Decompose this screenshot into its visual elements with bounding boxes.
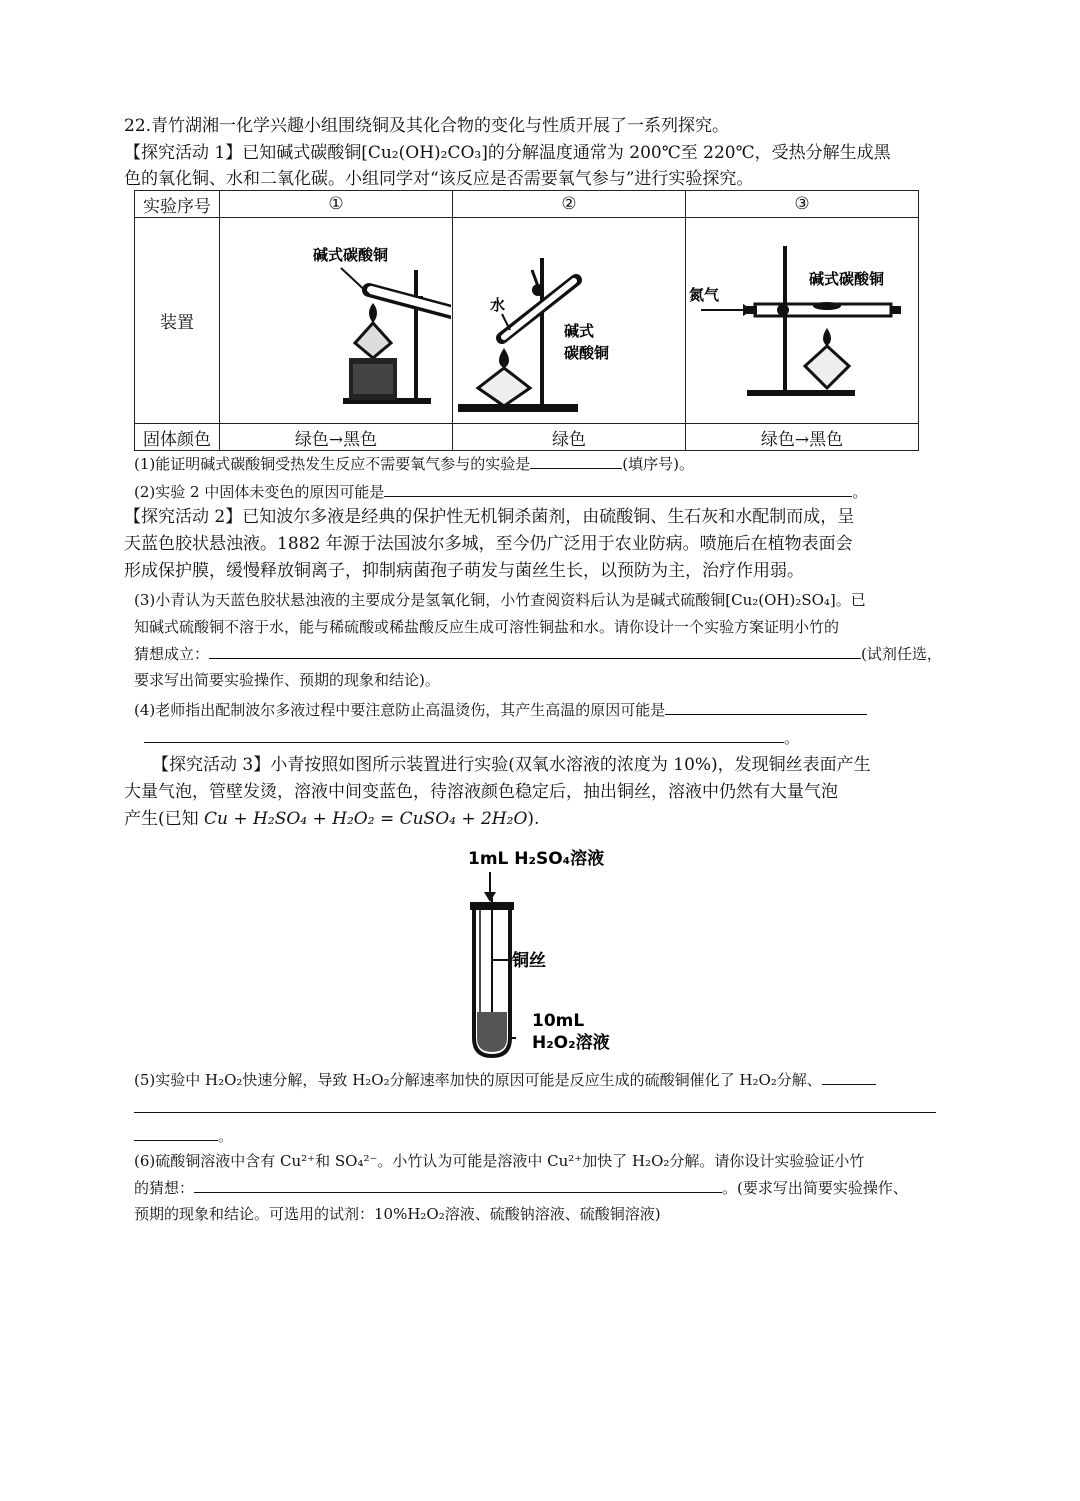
- fig3-label: 碱式碳酸铜: [809, 270, 885, 288]
- question-1: (1)能证明碱式碳酸铜受热发生反应不需要氧气参与的实验是 (填序号)。: [134, 452, 694, 476]
- activity3-line3: 产生(已知 Cu + H₂SO₄ + H₂O₂ = CuSO₄ + 2H₂O).: [124, 809, 540, 829]
- answer-blank-5c[interactable]: [134, 1124, 218, 1141]
- question-4: (4)老师指出配制波尔多液过程中要注意防止高温烫伤，其产生高温的原因可能是: [134, 698, 867, 722]
- question-4-cont: 。: [144, 726, 799, 750]
- fig2-label-a: 碱式: [564, 322, 595, 340]
- activity3-line2: 大量气泡，管壁发烫，溶液中间变蓝色，待溶液颜色稳定后，抽出铜丝，溶液中仍然有大量气泡: [124, 782, 838, 802]
- question-3-line4: 要求写出简要实验操作、预期的现象和结论)。: [134, 671, 440, 689]
- fig3-label-gas: 氮气: [689, 286, 720, 304]
- fig4-label-vol: 10mL: [532, 1011, 585, 1031]
- activity3-line1: 【探究活动 3】小青按照如图所示装置进行实验(双氧水溶液的浓度为 10%)，发现铜丝表面产生: [152, 755, 871, 775]
- question-5-cont: [134, 1096, 936, 1120]
- color-col2: 绿色: [453, 424, 686, 451]
- activity2-line3: 形成保护膜，缓慢释放铜离子，抑制病菌孢子萌发与菌丝生长，以预防为主，治疗作用弱。: [124, 561, 804, 581]
- answer-blank-6[interactable]: [194, 1176, 722, 1193]
- test-tube-figure: [460, 842, 630, 1068]
- answer-blank-3[interactable]: [209, 642, 861, 659]
- apparatus-3-figure: [687, 218, 917, 418]
- question-5-end: 。: [134, 1124, 233, 1148]
- fig4-label-sol: H₂O₂溶液: [532, 1033, 610, 1053]
- question-6-line1: (6)硫酸铜溶液中含有 Cu²⁺和 SO₄²⁻。小竹认为可能是溶液中 Cu²⁺加快了 H₂O₂分解。请你设计实验验证小竹: [134, 1152, 865, 1170]
- apparatus-1-figure: [221, 218, 451, 418]
- header-col1: ①: [220, 191, 453, 218]
- answer-blank-1[interactable]: [530, 452, 622, 469]
- activity1-line2: 色的氧化铜、水和二氧化碳。小组同学对“该反应是否需要氧气参与”进行实验探究。: [124, 169, 754, 189]
- answer-blank-2[interactable]: [384, 480, 852, 497]
- header-label: 实验序号: [135, 191, 220, 218]
- device-cell-2: [453, 218, 686, 424]
- question-3-line3: 猜想成立： (试剂任选，: [134, 642, 942, 666]
- answer-blank-4b[interactable]: [144, 726, 784, 743]
- activity2-line1: 【探究活动 2】已知波尔多液是经典的保护性无机铜杀菌剂，由硫酸铜、生石灰和水配制而成，呈: [124, 507, 855, 527]
- fig4-label-wire: 铜丝: [512, 951, 546, 971]
- experiment-table: [134, 190, 919, 451]
- answer-blank-5a[interactable]: [822, 1068, 876, 1085]
- fig2-label-water: 水: [490, 296, 506, 314]
- reaction-equation: Cu + H₂SO₄ + H₂O₂ = CuSO₄ + 2H₂O: [204, 809, 528, 829]
- activity1-line1: 【探究活动 1】已知碱式碳酸铜[Cu₂(OH)₂CO₃]的分解温度通常为 200℃至 220℃，受热分解生成黑: [124, 143, 891, 163]
- device-label: 装置: [135, 218, 220, 424]
- question-6-line2: 的猜想： 。(要求写出简要实验操作、: [134, 1176, 908, 1200]
- fig4-label-top: 1mL H₂SO₄溶液: [468, 849, 605, 869]
- question-2: (2)实验 2 中固体未变色的原因可能是 。: [134, 480, 867, 504]
- color-label: 固体颜色: [135, 424, 220, 451]
- fig1-label: 碱式碳酸铜: [313, 246, 389, 264]
- answer-blank-4a[interactable]: [665, 698, 867, 715]
- color-col1: 绿色→黑色: [220, 424, 453, 451]
- question-3-line1: (3)小青认为天蓝色胶状悬浊液的主要成分是氢氧化铜，小竹查阅资料后认为是碱式硫酸铜[Cu₂(OH)₂SO₄]。已: [134, 591, 866, 609]
- question-5: (5)实验中 H₂O₂快速分解，导致 H₂O₂分解速率加快的原因可能是反应生成的硫酸铜催化了 H₂O₂分解、: [134, 1068, 876, 1092]
- question-intro: 22.青竹湖湘一化学兴趣小组围绕铜及其化合物的变化与性质开展了一系列探究。: [124, 116, 730, 136]
- device-cell-1: [220, 218, 453, 424]
- color-col3: 绿色→黑色: [686, 424, 919, 451]
- answer-blank-5b[interactable]: [134, 1096, 936, 1113]
- fig2-label-b: 碳酸铜: [564, 344, 610, 362]
- activity2-line2: 天蓝色胶状悬浊液。1882 年源于法国波尔多城，至今仍广泛用于农业防病。喷施后在植物表面会: [124, 534, 853, 554]
- header-col2: ②: [453, 191, 686, 218]
- question-6-line3: 预期的现象和结论。可选用的试剂：10%H₂O₂溶液、硫酸钠溶液、硫酸铜溶液): [134, 1205, 661, 1223]
- question-3-line2: 知碱式硫酸铜不溶于水，能与稀硫酸或稀盐酸反应生成可溶性铜盐和水。请你设计一个实验方案证明小竹的: [134, 618, 840, 636]
- apparatus-2-figure: [454, 218, 684, 418]
- device-cell-3: [686, 218, 919, 424]
- header-col3: ③: [686, 191, 919, 218]
